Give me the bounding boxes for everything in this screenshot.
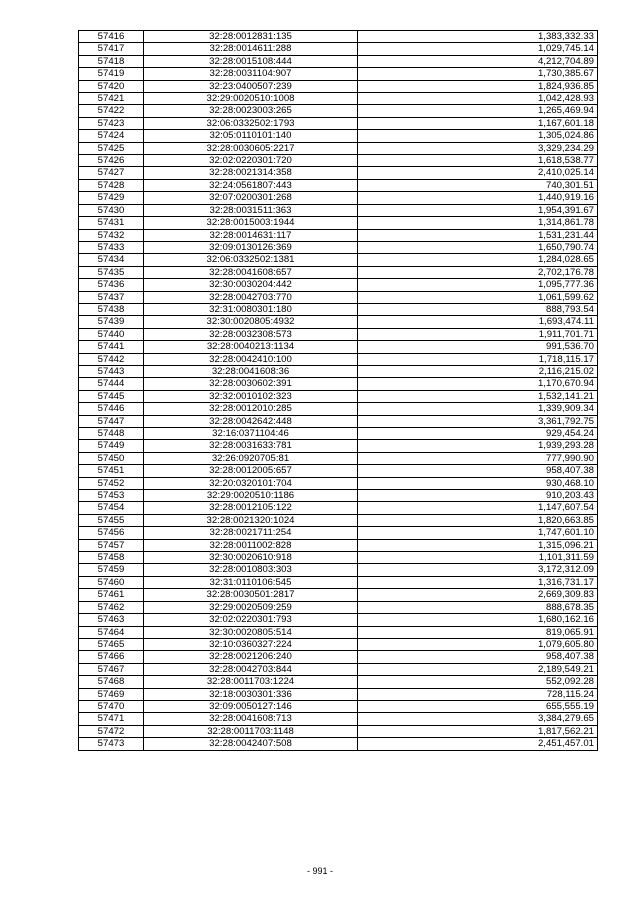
record-id-cell: 57424 — [79, 130, 144, 142]
amount-cell: 1,718,115.17 — [358, 353, 598, 365]
table-row — [79, 328, 598, 340]
table-row — [79, 601, 598, 613]
cadastral-number-cell: 32:29:0020509:259 — [144, 601, 358, 613]
amount-cell: 2,189,549.21 — [358, 663, 598, 675]
amount-cell: 2,702,176.78 — [358, 266, 598, 278]
table-row — [79, 167, 598, 179]
table-row — [79, 130, 598, 142]
cadastral-number-cell: 32:29:0020510:1008 — [144, 93, 358, 105]
table-row — [79, 514, 598, 526]
amount-cell: 1,531,231.44 — [358, 229, 598, 241]
record-id-cell: 57432 — [79, 229, 144, 241]
cadastral-number-cell: 32:28:0041608:657 — [144, 266, 358, 278]
record-id-cell: 57460 — [79, 576, 144, 588]
amount-cell: 3,361,792.75 — [358, 415, 598, 427]
table-row — [79, 43, 598, 55]
record-id-cell: 57440 — [79, 328, 144, 340]
table-row — [79, 266, 598, 278]
table-row — [79, 626, 598, 638]
table-row — [79, 353, 598, 365]
amount-cell: 1,061,599.62 — [358, 291, 598, 303]
amount-cell: 1,824,936.85 — [358, 80, 598, 92]
amount-cell: 1,101,311.59 — [358, 552, 598, 564]
table-row — [79, 303, 598, 315]
cadastral-number-cell: 32:28:0021314:358 — [144, 167, 358, 179]
table-row — [79, 105, 598, 117]
record-id-cell: 57421 — [79, 93, 144, 105]
record-id-cell: 57437 — [79, 291, 144, 303]
amount-cell: 1,314,861.78 — [358, 217, 598, 229]
record-id-cell: 57429 — [79, 192, 144, 204]
cadastral-number-cell: 32:28:0031511:363 — [144, 204, 358, 216]
amount-cell: 1,147,607.54 — [358, 502, 598, 514]
records-table-body — [79, 31, 598, 751]
cadastral-number-cell: 32:32:0010102:323 — [144, 390, 358, 402]
record-id-cell: 57456 — [79, 527, 144, 539]
amount-cell: 1,747,601.10 — [358, 527, 598, 539]
cadastral-number-cell: 32:28:0031104:907 — [144, 68, 358, 80]
amount-cell: 1,305,024.86 — [358, 130, 598, 142]
table-row — [79, 428, 598, 440]
cadastral-number-cell: 32:28:0012105:122 — [144, 502, 358, 514]
table-row — [79, 192, 598, 204]
record-id-cell: 57445 — [79, 390, 144, 402]
cadastral-number-cell: 32:30:0030204:442 — [144, 279, 358, 291]
cadastral-number-cell: 32:31:0080301:180 — [144, 303, 358, 315]
cadastral-number-cell: 32:06:0332502:1381 — [144, 254, 358, 266]
table-row — [79, 700, 598, 712]
cadastral-number-cell: 32:28:0042703:844 — [144, 663, 358, 675]
record-id-cell: 57443 — [79, 365, 144, 377]
records-table — [78, 30, 598, 751]
amount-cell: 1,167,601.18 — [358, 117, 598, 129]
record-id-cell: 57473 — [79, 738, 144, 750]
amount-cell: 1,042,428.93 — [358, 93, 598, 105]
table-row — [79, 452, 598, 464]
cadastral-number-cell: 32:30:0020610:918 — [144, 552, 358, 564]
record-id-cell: 57420 — [79, 80, 144, 92]
record-id-cell: 57434 — [79, 254, 144, 266]
cadastral-number-cell: 32:30:0020805:514 — [144, 626, 358, 638]
record-id-cell: 57453 — [79, 490, 144, 502]
table-row — [79, 638, 598, 650]
amount-cell: 3,329,234.29 — [358, 142, 598, 154]
cadastral-number-cell: 32:18:0030301:336 — [144, 688, 358, 700]
amount-cell: 4,212,704.89 — [358, 55, 598, 67]
table-row — [79, 725, 598, 737]
record-id-cell: 57428 — [79, 179, 144, 191]
table-row — [79, 688, 598, 700]
table-row — [79, 179, 598, 191]
cadastral-number-cell: 32:28:0042642:448 — [144, 415, 358, 427]
amount-cell: 1,817,562.21 — [358, 725, 598, 737]
table-row — [79, 229, 598, 241]
record-id-cell: 57469 — [79, 688, 144, 700]
cadastral-number-cell: 32:28:0030605:2217 — [144, 142, 358, 154]
cadastral-number-cell: 32:28:0032308:573 — [144, 328, 358, 340]
record-id-cell: 57430 — [79, 204, 144, 216]
record-id-cell: 57471 — [79, 713, 144, 725]
table-row — [79, 279, 598, 291]
record-id-cell: 57458 — [79, 552, 144, 564]
amount-cell: 1,265,469.94 — [358, 105, 598, 117]
table-row — [79, 31, 598, 43]
record-id-cell: 57465 — [79, 638, 144, 650]
cadastral-number-cell: 32:28:0012010:285 — [144, 403, 358, 415]
record-id-cell: 57444 — [79, 378, 144, 390]
amount-cell: 888,678.35 — [358, 601, 598, 613]
amount-cell: 728,115.24 — [358, 688, 598, 700]
amount-cell: 1,079,605.80 — [358, 638, 598, 650]
record-id-cell: 57449 — [79, 440, 144, 452]
record-id-cell: 57433 — [79, 241, 144, 253]
record-id-cell: 57435 — [79, 266, 144, 278]
cadastral-number-cell: 32:29:0020510:1186 — [144, 490, 358, 502]
record-id-cell: 57467 — [79, 663, 144, 675]
amount-cell: 1,383,332.33 — [358, 31, 598, 43]
amount-cell: 958,407.38 — [358, 651, 598, 663]
record-id-cell: 57457 — [79, 539, 144, 551]
cadastral-number-cell: 32:28:0041608:36 — [144, 365, 358, 377]
table-row — [79, 80, 598, 92]
record-id-cell: 57423 — [79, 117, 144, 129]
table-row — [79, 527, 598, 539]
table-row — [79, 713, 598, 725]
amount-cell: 991,536.70 — [358, 341, 598, 353]
table-row — [79, 477, 598, 489]
table-row — [79, 539, 598, 551]
table-row — [79, 341, 598, 353]
table-row — [79, 651, 598, 663]
cadastral-number-cell: 32:28:0021206:240 — [144, 651, 358, 663]
cadastral-number-cell: 32:31:0110106:545 — [144, 576, 358, 588]
amount-cell: 1,680,162.16 — [358, 614, 598, 626]
cadastral-number-cell: 32:28:0042407:508 — [144, 738, 358, 750]
table-row — [79, 291, 598, 303]
cadastral-number-cell: 32:16:0371104:46 — [144, 428, 358, 440]
record-id-cell: 57441 — [79, 341, 144, 353]
table-row — [79, 440, 598, 452]
amount-cell: 1,095,777.36 — [358, 279, 598, 291]
amount-cell: 1,954,391.67 — [358, 204, 598, 216]
cadastral-number-cell: 32:28:0012005:657 — [144, 465, 358, 477]
amount-cell: 930,468.10 — [358, 477, 598, 489]
table-row — [79, 241, 598, 253]
record-id-cell: 57439 — [79, 316, 144, 328]
amount-cell: 1,315,096.21 — [358, 539, 598, 551]
cadastral-number-cell: 32:24:0561807:443 — [144, 179, 358, 191]
record-id-cell: 57422 — [79, 105, 144, 117]
cadastral-number-cell: 32:02:0220301:793 — [144, 614, 358, 626]
table-row — [79, 204, 598, 216]
record-id-cell: 57468 — [79, 676, 144, 688]
record-id-cell: 57418 — [79, 55, 144, 67]
table-row — [79, 217, 598, 229]
amount-cell: 888,793.54 — [358, 303, 598, 315]
table-row — [79, 502, 598, 514]
record-id-cell: 57455 — [79, 514, 144, 526]
record-id-cell: 57464 — [79, 626, 144, 638]
table-row — [79, 490, 598, 502]
cadastral-number-cell: 32:06:0332502:1793 — [144, 117, 358, 129]
table-row — [79, 403, 598, 415]
record-id-cell: 57470 — [79, 700, 144, 712]
amount-cell: 2,451,457.01 — [358, 738, 598, 750]
table-row — [79, 55, 598, 67]
table-row — [79, 552, 598, 564]
amount-cell: 910,203.43 — [358, 490, 598, 502]
cadastral-number-cell: 32:28:0011703:1224 — [144, 676, 358, 688]
cadastral-number-cell: 32:28:0012831:135 — [144, 31, 358, 43]
cadastral-number-cell: 32:28:0021320:1024 — [144, 514, 358, 526]
record-id-cell: 57454 — [79, 502, 144, 514]
record-id-cell: 57416 — [79, 31, 144, 43]
cadastral-number-cell: 32:28:0042410:100 — [144, 353, 358, 365]
cadastral-number-cell: 32:28:0042703:770 — [144, 291, 358, 303]
amount-cell: 1,693,474.11 — [358, 316, 598, 328]
amount-cell: 1,316,731.17 — [358, 576, 598, 588]
record-id-cell: 57431 — [79, 217, 144, 229]
cadastral-number-cell: 32:28:0041608:713 — [144, 713, 358, 725]
record-id-cell: 57427 — [79, 167, 144, 179]
cadastral-number-cell: 32:28:0015108:444 — [144, 55, 358, 67]
table-row — [79, 465, 598, 477]
table-row — [79, 117, 598, 129]
record-id-cell: 57451 — [79, 465, 144, 477]
amount-cell: 1,029,745.14 — [358, 43, 598, 55]
table-row — [79, 378, 598, 390]
cadastral-number-cell: 32:30:0020805:4932 — [144, 316, 358, 328]
amount-cell: 1,284,028.65 — [358, 254, 598, 266]
record-id-cell: 57450 — [79, 452, 144, 464]
amount-cell: 1,339,909.34 — [358, 403, 598, 415]
amount-cell: 3,172,312.09 — [358, 564, 598, 576]
record-id-cell: 57438 — [79, 303, 144, 315]
amount-cell: 740,301.51 — [358, 179, 598, 191]
amount-cell: 1,650,790.74 — [358, 241, 598, 253]
table-row — [79, 254, 598, 266]
cadastral-number-cell: 32:20:0320101:704 — [144, 477, 358, 489]
cadastral-number-cell: 32:28:0040213:1134 — [144, 341, 358, 353]
page-number: - 991 - — [306, 866, 333, 876]
table-row — [79, 676, 598, 688]
cadastral-number-cell: 32:28:0030501:2817 — [144, 589, 358, 601]
record-id-cell: 57419 — [79, 68, 144, 80]
cadastral-number-cell: 32:28:0023003:265 — [144, 105, 358, 117]
amount-cell: 1,820,663.85 — [358, 514, 598, 526]
cadastral-number-cell: 32:28:0031633:781 — [144, 440, 358, 452]
record-id-cell: 57447 — [79, 415, 144, 427]
record-id-cell: 57463 — [79, 614, 144, 626]
table-row — [79, 316, 598, 328]
table-row — [79, 738, 598, 750]
record-id-cell: 57425 — [79, 142, 144, 154]
cadastral-number-cell: 32:28:0011703:1148 — [144, 725, 358, 737]
cadastral-number-cell: 32:23:0400507:239 — [144, 80, 358, 92]
cadastral-number-cell: 32:02:0220301:720 — [144, 155, 358, 167]
record-id-cell: 57446 — [79, 403, 144, 415]
table-row — [79, 614, 598, 626]
cadastral-number-cell: 32:28:0030602:391 — [144, 378, 358, 390]
cadastral-number-cell: 32:28:0021711:254 — [144, 527, 358, 539]
cadastral-number-cell: 32:28:0014611:288 — [144, 43, 358, 55]
amount-cell: 1,911,701.71 — [358, 328, 598, 340]
table-row — [79, 390, 598, 402]
amount-cell: 552,092.28 — [358, 676, 598, 688]
amount-cell: 2,410,025.14 — [358, 167, 598, 179]
table-row — [79, 589, 598, 601]
cadastral-number-cell: 32:28:0015003:1944 — [144, 217, 358, 229]
record-id-cell: 57459 — [79, 564, 144, 576]
amount-cell: 1,170,670.94 — [358, 378, 598, 390]
table-row — [79, 142, 598, 154]
record-id-cell: 57426 — [79, 155, 144, 167]
cadastral-number-cell: 32:10:0360327:224 — [144, 638, 358, 650]
record-id-cell: 57448 — [79, 428, 144, 440]
amount-cell: 958,407.38 — [358, 465, 598, 477]
cadastral-number-cell: 32:28:0010803:303 — [144, 564, 358, 576]
amount-cell: 929,454.24 — [358, 428, 598, 440]
table-row — [79, 415, 598, 427]
amount-cell: 1,939,293.28 — [358, 440, 598, 452]
record-id-cell: 57436 — [79, 279, 144, 291]
amount-cell: 2,116,215.02 — [358, 365, 598, 377]
amount-cell: 1,730,385.67 — [358, 68, 598, 80]
amount-cell: 777,990.90 — [358, 452, 598, 464]
record-id-cell: 57452 — [79, 477, 144, 489]
table-row — [79, 564, 598, 576]
table-row — [79, 365, 598, 377]
table-row — [79, 68, 598, 80]
record-id-cell: 57466 — [79, 651, 144, 663]
cadastral-number-cell: 32:26:0920705:81 — [144, 452, 358, 464]
table-row — [79, 576, 598, 588]
cadastral-number-cell: 32:09:0050127:146 — [144, 700, 358, 712]
cadastral-number-cell: 32:07:0200301:268 — [144, 192, 358, 204]
table-row — [79, 93, 598, 105]
cadastral-number-cell: 32:28:0011002:828 — [144, 539, 358, 551]
amount-cell: 655,555.19 — [358, 700, 598, 712]
record-id-cell: 57417 — [79, 43, 144, 55]
cadastral-number-cell: 32:05:0110101:140 — [144, 130, 358, 142]
record-id-cell: 57442 — [79, 353, 144, 365]
cadastral-number-cell: 32:28:0014631:117 — [144, 229, 358, 241]
amount-cell: 819,065.91 — [358, 626, 598, 638]
record-id-cell: 57472 — [79, 725, 144, 737]
amount-cell: 2,669,309.83 — [358, 589, 598, 601]
table-row — [79, 155, 598, 167]
table-row — [79, 663, 598, 675]
amount-cell: 1,440,919.16 — [358, 192, 598, 204]
cadastral-number-cell: 32:09:0130126:369 — [144, 241, 358, 253]
record-id-cell: 57462 — [79, 601, 144, 613]
amount-cell: 3,384,279.65 — [358, 713, 598, 725]
amount-cell: 1,532,141.21 — [358, 390, 598, 402]
record-id-cell: 57461 — [79, 589, 144, 601]
amount-cell: 1,618,538.77 — [358, 155, 598, 167]
